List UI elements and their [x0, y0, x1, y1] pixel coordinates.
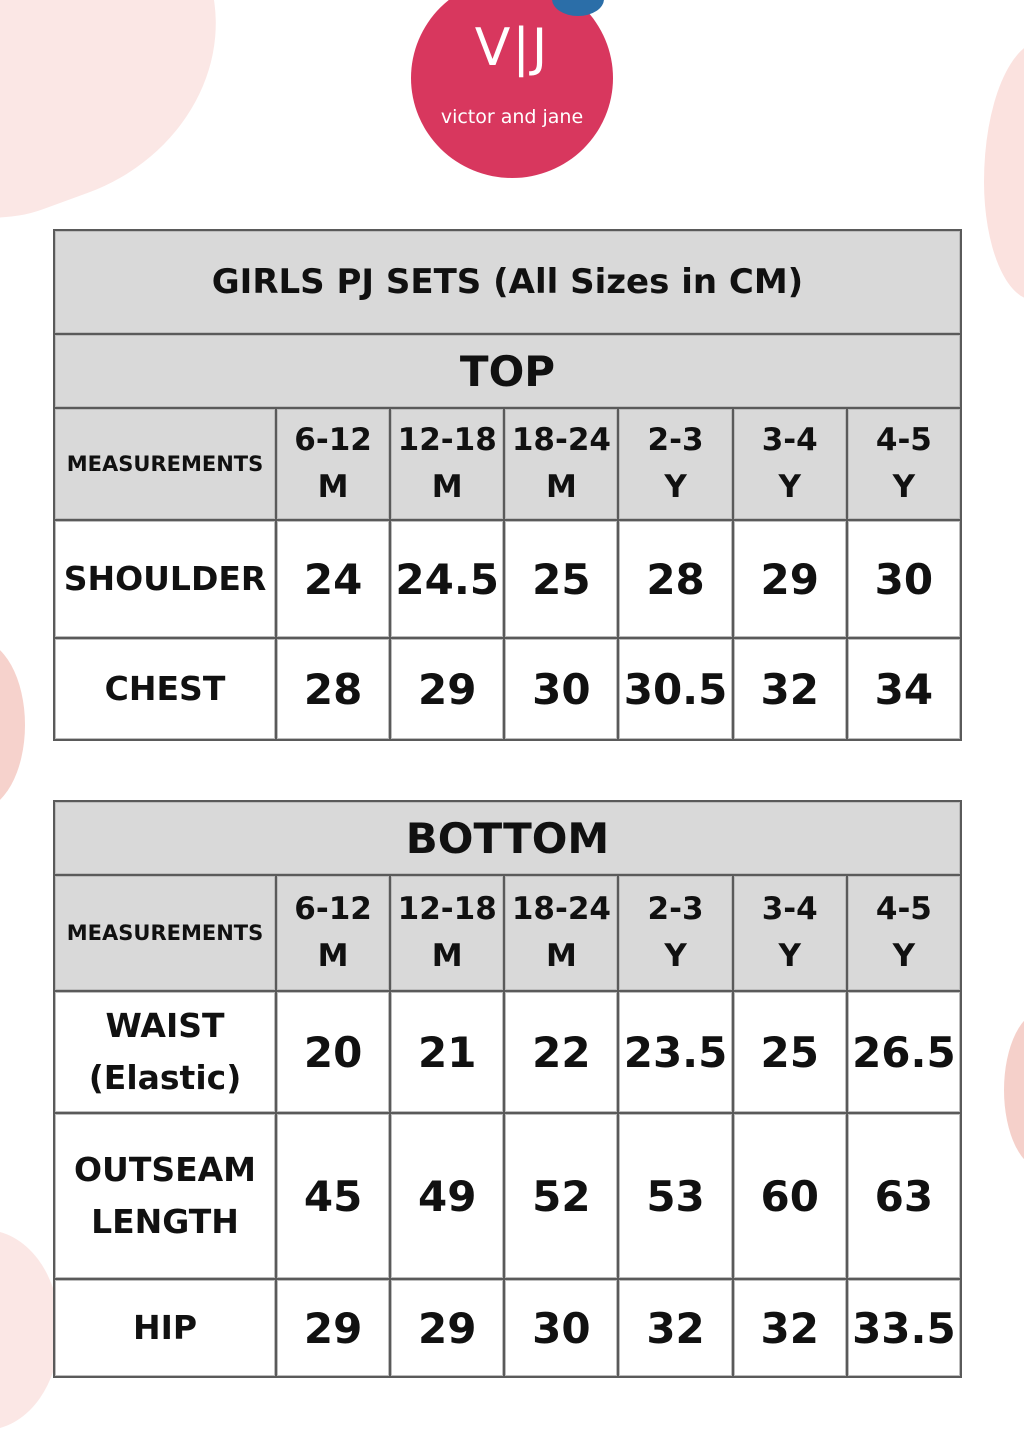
size-header: 2-3 Y	[619, 876, 731, 990]
background-blob-left	[0, 640, 25, 810]
section-heading-bottom: BOTTOM	[55, 802, 960, 874]
value-cell: 60	[734, 1114, 846, 1278]
size-header: 4-5 Y	[848, 409, 960, 519]
value-cell: 28	[277, 639, 389, 739]
value-cell: 49	[391, 1114, 503, 1278]
measurements-header: MEASUREMENTS	[55, 409, 275, 519]
logo-mark: V|J	[474, 18, 550, 78]
value-cell: 28	[619, 521, 731, 637]
size-header: 2-3 Y	[619, 409, 731, 519]
value-cell: 32	[734, 1280, 846, 1376]
row-label-waist: WAIST (Elastic)	[55, 992, 275, 1112]
row-label-outseam-length: OUTSEAM LENGTH	[55, 1114, 275, 1278]
size-header: 12-18 M	[391, 409, 503, 519]
value-cell: 29	[391, 1280, 503, 1376]
chart-title: GIRLS PJ SETS (All Sizes in CM)	[55, 231, 960, 333]
brand-logo	[411, 0, 613, 178]
value-cell: 63	[848, 1114, 960, 1278]
value-cell: 32	[619, 1280, 731, 1376]
size-header: 18-24 M	[505, 409, 617, 519]
value-cell: 30	[848, 521, 960, 637]
value-cell: 29	[277, 1280, 389, 1376]
value-cell: 22	[505, 992, 617, 1112]
value-cell: 29	[391, 639, 503, 739]
value-cell: 25	[505, 521, 617, 637]
value-cell: 30.5	[619, 639, 731, 739]
top-size-table	[53, 229, 962, 741]
value-cell: 24	[277, 521, 389, 637]
size-header: 12-18 M	[391, 876, 503, 990]
size-header: 6-12 M	[277, 876, 389, 990]
value-cell: 23.5	[619, 992, 731, 1112]
background-blob-top-left	[0, 0, 264, 252]
background-blob-right	[1004, 1010, 1024, 1170]
value-cell: 24.5	[391, 521, 503, 637]
value-cell: 25	[734, 992, 846, 1112]
value-cell: 32	[734, 639, 846, 739]
row-label-shoulder: SHOULDER	[55, 521, 275, 637]
value-cell: 29	[734, 521, 846, 637]
size-header: 6-12 M	[277, 409, 389, 519]
table-row	[55, 639, 960, 739]
row-label-chest: CHEST	[55, 639, 275, 739]
row-label-hip: HIP	[55, 1280, 275, 1376]
size-header: 3-4 Y	[734, 876, 846, 990]
background-blob-top-right	[984, 40, 1024, 300]
table-row	[55, 521, 960, 637]
section-heading-top: TOP	[55, 335, 960, 407]
value-cell: 30	[505, 1280, 617, 1376]
measurements-header: MEASUREMENTS	[55, 876, 275, 990]
value-cell: 53	[619, 1114, 731, 1278]
table-row	[55, 1280, 960, 1376]
size-header: 3-4 Y	[734, 409, 846, 519]
size-header: 18-24 M	[505, 876, 617, 990]
value-cell: 21	[391, 992, 503, 1112]
value-cell: 33.5	[848, 1280, 960, 1376]
table-row	[55, 1114, 960, 1278]
table-row	[55, 992, 960, 1112]
bottom-size-table	[53, 800, 962, 1378]
value-cell: 30	[505, 639, 617, 739]
size-header: 4-5 Y	[848, 876, 960, 990]
value-cell: 45	[277, 1114, 389, 1278]
value-cell: 52	[505, 1114, 617, 1278]
value-cell: 26.5	[848, 992, 960, 1112]
logo-subtitle: victor and jane	[440, 106, 584, 128]
value-cell: 20	[277, 992, 389, 1112]
value-cell: 34	[848, 639, 960, 739]
background-blob-bottom-left	[0, 1230, 60, 1430]
